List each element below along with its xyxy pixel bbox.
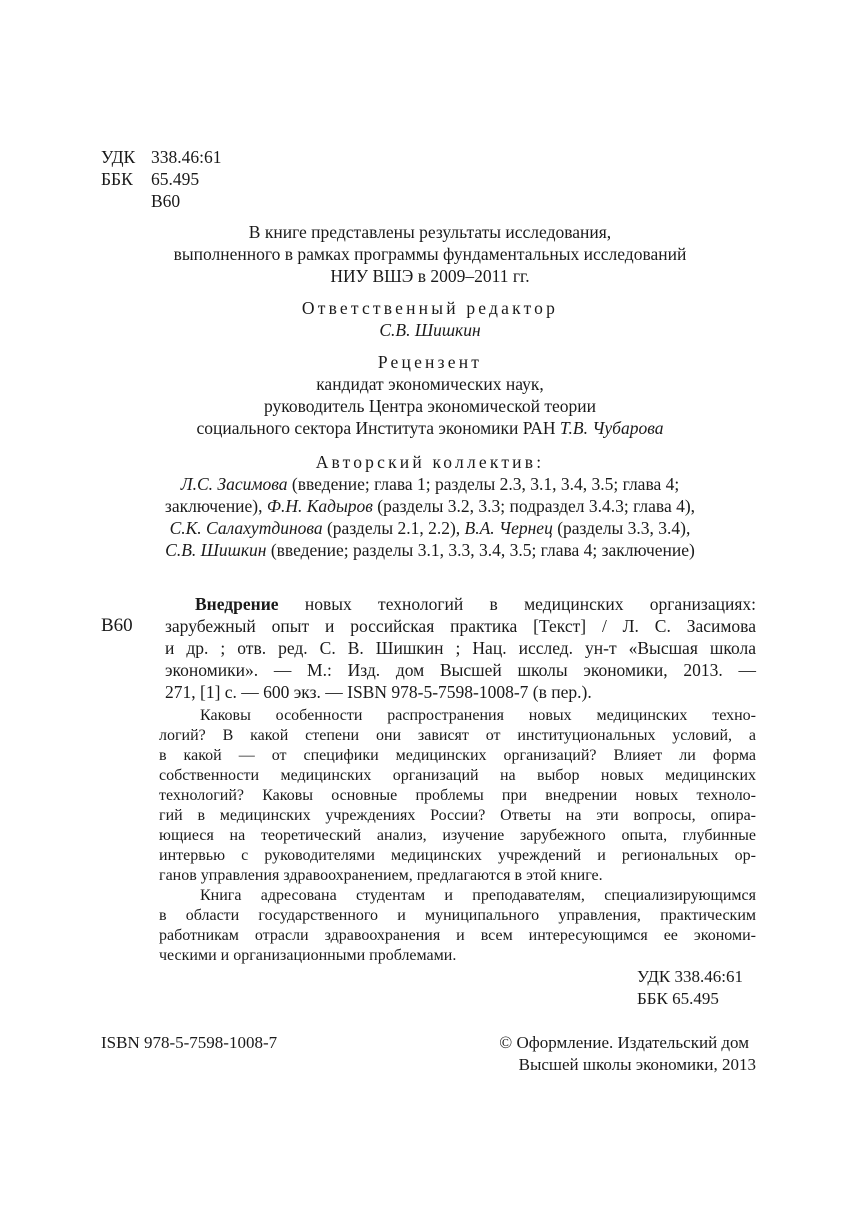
author-name: Ф.Н. Кадыров	[266, 496, 373, 516]
bbk-value: 65.495	[151, 169, 200, 189]
annotation-line: Каковы особенности распространения новых медицинских техно-	[200, 707, 756, 724]
footer-bbk: ББК 65.495	[637, 989, 719, 1008]
bib-line: Внедрение новых технологий в медицинских организациях:	[195, 594, 756, 614]
copyright-block	[460, 1032, 756, 1076]
reviewer-line: кандидат экономических наук,	[316, 374, 544, 394]
editor-name: С.В. Шишкин	[379, 320, 481, 340]
copyright-line: © Оформление. Издательский дом	[499, 1033, 749, 1052]
bbk-row	[101, 168, 222, 190]
annotation-line: работникам отрасли здравоохранения и всем интересующимся ее экономи-	[159, 927, 756, 944]
udk-value: 338.46:61	[151, 147, 222, 167]
authors-line-3: С.К. Салахутдинова (разделы 2.1, 2.2), В.А. Чернец (разделы 3.3, 3.4),	[169, 518, 691, 538]
editor-block	[100, 297, 760, 341]
bib-line: и др. ; отв. ред. С. В. Шишкин ; Нац. исслед. ун-т «Высшая школа	[165, 638, 756, 658]
reviewer-heading: Рецензент	[377, 352, 483, 372]
authors-line-4: С.В. Шишкин (введение; разделы 3.1, 3.3, 3.4, 3.5; глава 4; заключение)	[165, 540, 695, 560]
annotation-line: в области государственного и муниципального управления, практическим	[159, 907, 756, 924]
annotation-line: ческими и организационными проблемами.	[159, 947, 457, 964]
footer-codes	[637, 966, 743, 1010]
bib-title-bold: Внедрение	[195, 594, 279, 614]
reviewer-line: руководитель Центра экономической теории	[264, 396, 596, 416]
authors-line-1: Л.С. Засимова (введение; глава 1; разделы 2.3, 3.1, 3.4, 3.5; глава 4;	[180, 474, 680, 494]
reviewer-block	[100, 351, 760, 439]
reviewer-line3-text: социального сектора Института экономики РАН	[196, 418, 556, 438]
bib-line: экономики». — М.: Изд. дом Высшей школы экономики, 2013. —	[165, 660, 756, 680]
intro-line: В книге представлены результаты исследования,	[248, 222, 612, 242]
annotation-line: ганов управления здравоохранением, предлагаются в этой книге.	[159, 867, 603, 884]
annotation-line: гий в медицинских учреждениях России? Ответы на эти вопросы, опира-	[159, 807, 756, 824]
author-name: Л.С. Засимова	[180, 474, 288, 494]
isbn: ISBN 978-5-7598-1008-7	[101, 1033, 278, 1052]
udk-label: УДК	[101, 147, 136, 167]
annotation-line: интервью с руководителями медицинских учреждений и региональных ор-	[159, 847, 756, 864]
editor-heading: Ответственный редактор	[301, 298, 559, 318]
classification-block	[101, 146, 222, 212]
annotation-line: собственности медицинских организаций на выбор новых медицинских	[159, 767, 756, 784]
author-sign-row	[101, 190, 222, 212]
annotation-line: ющиеся на теоретический анализ, изучение зарубежного опыта, глубинные	[159, 827, 756, 844]
bibliographic-record	[165, 593, 756, 703]
footer-udk: УДК 338.46:61	[637, 967, 743, 986]
author-name: С.В. Шишкин	[165, 540, 267, 560]
annotation-line: логий? В какой степени они зависят от институциональных условий, а	[159, 727, 756, 744]
authors-line-2: заключение), Ф.Н. Кадыров (разделы 3.2, 3.3; подраздел 3.4.3; глава 4),	[164, 496, 696, 516]
intro-block	[100, 221, 760, 287]
bib-line: зарубежный опыт и российская практика [Текст] / Л. С. Засимова	[165, 616, 756, 636]
bibliographic-sign: В60	[101, 615, 133, 636]
authors-heading: Авторский коллектив:	[315, 452, 545, 472]
annotation-block	[159, 706, 756, 966]
annotation-line: технологий? Каковы основные проблемы при внедрении новых техноло-	[159, 787, 756, 804]
author-name: С.К. Салахутдинова	[169, 518, 323, 538]
annotation-line: в какой — от специфики медицинских организаций? Влияет ли форма	[159, 747, 756, 764]
reviewer-line	[100, 417, 760, 439]
reviewer-name: Т.В. Чубарова	[559, 418, 664, 438]
annotation-line: Книга адресована студентам и преподавателям, специализирующимся	[200, 887, 756, 904]
bib-line: 271, [1] с. — 600 экз. — ISBN 978-5-7598-1008-7 (в пер.).	[165, 682, 592, 702]
authors-block	[100, 451, 760, 561]
author-name: В.А. Чернец	[464, 518, 553, 538]
intro-line: НИУ ВШЭ в 2009–2011 гг.	[330, 266, 530, 286]
author-sign: В60	[151, 191, 181, 211]
bbk-label: ББК	[101, 169, 133, 189]
copyright-line: Высшей школы экономики, 2013	[518, 1055, 756, 1074]
intro-line: выполненного в рамках программы фундаментальных исследований	[173, 244, 687, 264]
udk-row	[101, 146, 222, 168]
